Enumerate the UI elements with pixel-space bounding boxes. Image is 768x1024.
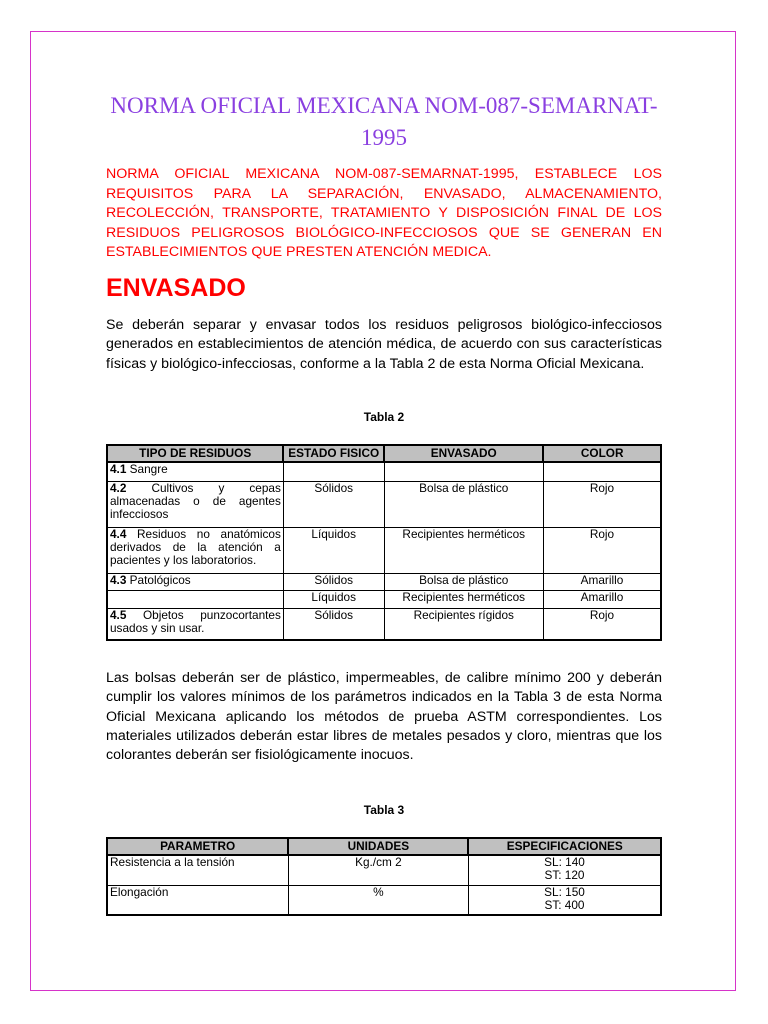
spec-cell — [468, 855, 661, 885]
color-cell: Amarillo — [543, 590, 661, 608]
color-cell — [543, 462, 661, 481]
table-row — [107, 527, 661, 573]
column-header: COLOR — [543, 445, 661, 462]
state-cell: Sólidos — [283, 573, 384, 590]
table-row — [107, 481, 661, 527]
column-header: TIPO DE RESIDUOS — [107, 445, 283, 462]
unit-cell: Kg./cm 2 — [288, 855, 468, 885]
residue-type-cell — [107, 590, 283, 608]
spec-line: SL: 140 — [544, 855, 585, 869]
residue-type: Objetos punzocortantes usados y sin usar. — [110, 607, 281, 635]
residue-type: Residuos no anatómicos derivados de la atención a pacientes y los laboratorios. — [110, 526, 281, 567]
color-cell: Rojo — [543, 481, 661, 527]
color-cell: Amarillo — [543, 573, 661, 590]
color-cell: Rojo — [543, 527, 661, 573]
residue-type: Cultivos y cepas almacenadas o de agentes infecciosos — [110, 480, 281, 521]
packaging-cell: Bolsa de plástico — [384, 573, 543, 590]
document-subtitle: NORMA OFICIAL MEXICANA NOM-087-SEMARNAT-1995, ESTABLECE LOS REQUISITOS PARA LA SEPARACIÓN, ENVASADO, ALMACENAMIENTO, RECOLECCIÓN, TRANSPORTE, TRATAMIENTO Y DISPOSICIÓN FINAL DE LOS RESIDUOS PELIGROSOS BIOLÓGICO-INFECCIOSOS QUE SE GENERAN EN ESTABLECIMIENTOS QUE PRESTEN ATENCIÓN MEDICA. — [106, 166, 662, 260]
column-header: UNIDADES — [288, 838, 468, 855]
table-row — [107, 573, 661, 590]
residue-type-cell — [107, 608, 283, 640]
packaging-cell: Recipientes herméticos — [384, 527, 543, 573]
residue-type-cell — [107, 527, 283, 573]
table-row — [107, 885, 661, 915]
state-cell: Líquidos — [283, 590, 384, 608]
residue-type-cell — [107, 462, 283, 481]
table2-caption: Tabla 2 — [363, 410, 405, 424]
table-header-row — [107, 445, 661, 462]
color-cell: Rojo — [543, 608, 661, 640]
table-header-row — [107, 838, 661, 855]
residue-type: Sangre — [126, 462, 168, 476]
residue-code: 4.2 — [110, 480, 127, 495]
residue-type: Patológicos — [126, 572, 191, 587]
document-title: NORMA OFICIAL MEXICANA NOM-087-SEMARNAT-1995 — [110, 93, 658, 150]
state-cell: Líquidos — [283, 527, 384, 573]
state-cell: Sólidos — [283, 608, 384, 640]
paragraph-2: Las bolsas deberán ser de plástico, impermeables, de calibre mínimo 200 y deberán cumplir los valores mínimos de los parámetros indicados en la Tabla 3 de esta Norma Oficial Mexicana aplicando los métodos de prueba ASTM correspondientes. Los materiales utilizados deberán estar libres de metales pesados y cloro, mientras que los colorantes deberán ser fisiológicamente inocuos. — [106, 670, 662, 764]
residue-code: 4.4 — [110, 526, 127, 541]
packaging-cell: Bolsa de plástico — [384, 481, 543, 527]
state-cell — [283, 462, 384, 481]
spec-line: ST: 120 — [544, 868, 585, 882]
residue-code: 4.3 — [110, 572, 127, 587]
residue-type-cell — [107, 481, 283, 527]
table-3 — [106, 837, 662, 916]
table-row — [107, 608, 661, 640]
packaging-cell — [384, 462, 543, 481]
column-header: ESTADO FISICO — [283, 445, 384, 462]
column-header: ENVASADO — [384, 445, 543, 462]
packaging-cell: Recipientes rígidos — [384, 608, 543, 640]
residue-type-cell — [107, 573, 283, 590]
spec-line: SL: 150 — [544, 884, 585, 899]
table-row — [107, 855, 661, 885]
unit-cell: % — [288, 885, 468, 915]
packaging-cell: Recipientes herméticos — [384, 590, 543, 608]
column-header: ESPECIFICACIONES — [468, 838, 661, 855]
section-heading: ENVASADO — [106, 274, 246, 302]
table-row — [107, 462, 661, 481]
paragraph-1: Se deberán separar y envasar todos los residuos peligrosos biológico-infecciosos generados en establecimientos de atención médica, de acuerdo con sus características físicas y biológico-infecciosas, conforme a la Tabla 2 de esta Norma Oficial Mexicana. — [106, 317, 662, 372]
spec-cell — [468, 885, 661, 915]
state-cell: Sólidos — [283, 481, 384, 527]
residue-code: 4.5 — [110, 607, 127, 622]
column-header: PARAMETRO — [107, 838, 288, 855]
table3-caption: Tabla 3 — [363, 803, 405, 817]
table-2 — [106, 444, 662, 641]
spec-line: ST: 400 — [544, 897, 585, 912]
parameter-cell: Elongación — [107, 885, 288, 915]
table-row — [107, 590, 661, 608]
parameter-cell: Resistencia a la tensión — [107, 855, 288, 885]
residue-code: 4.1 — [110, 462, 127, 476]
